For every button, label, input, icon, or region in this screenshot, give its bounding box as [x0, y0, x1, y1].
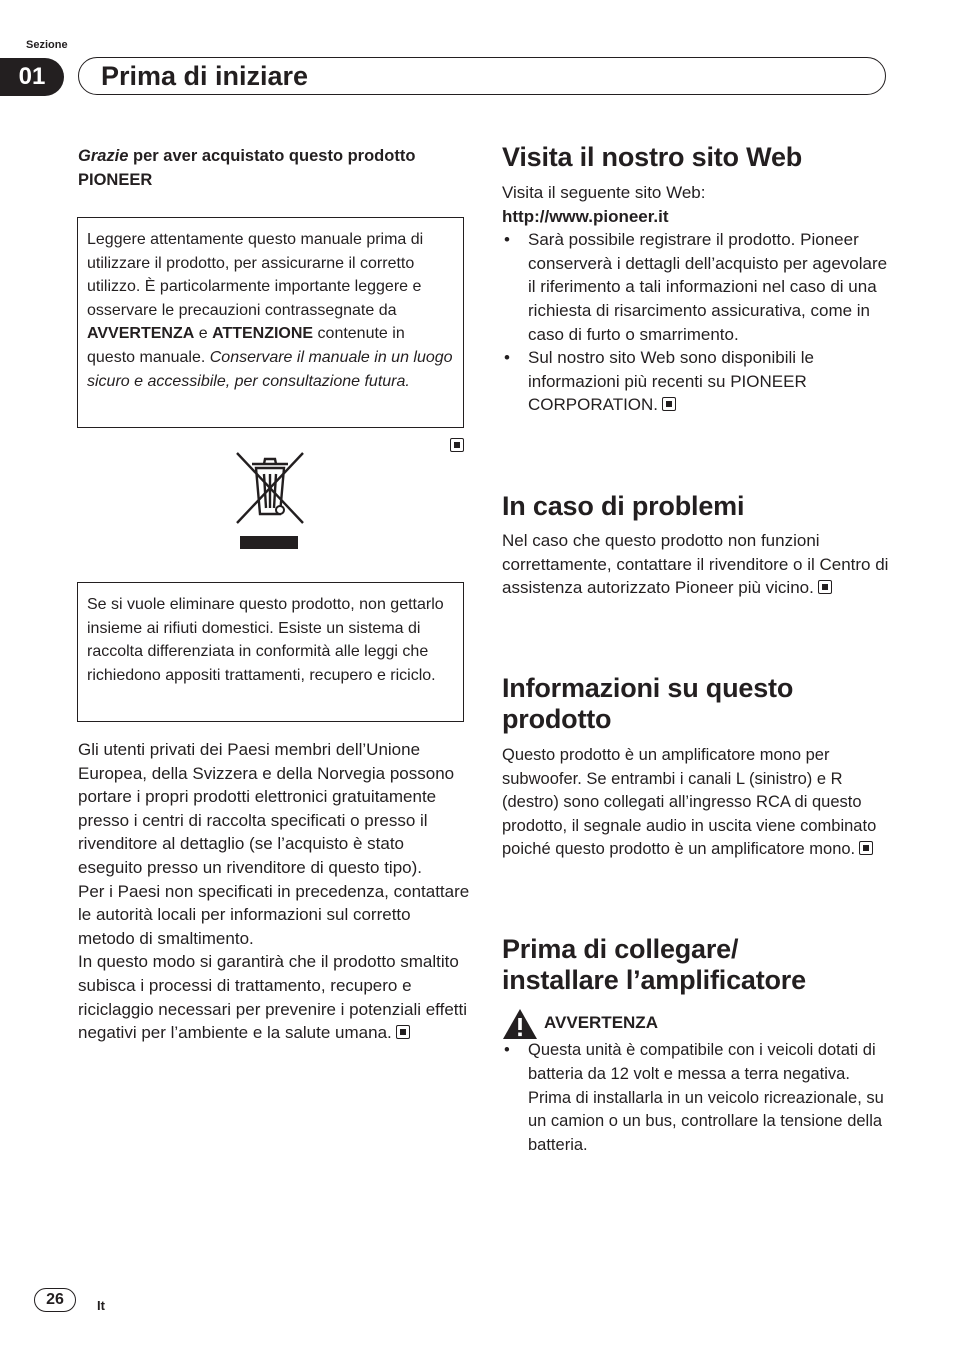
list-item: • Sarà possibile registrare il prodotto. Pioneer conserverà i dettagli dell’acquisto per agevolare il riferimento a tali informazioni nel caso di una richiesta di risarcimento assicurativa, come in caso di furto o smarrimento. [502, 228, 892, 346]
end-of-section-icon [396, 1025, 410, 1039]
website-bullets [502, 228, 892, 417]
warning-triangle-icon [502, 1008, 538, 1040]
disposal-info [78, 738, 470, 1045]
notice-text-3: contenute in questo manuale. [87, 325, 405, 366]
disposal-notice: Se si vuole eliminare questo prodotto, non gettarlo insieme ai rifiuti domestici. Esiste un sistema di raccolta differenziata in conformità alle leggi che richiedono appositi trattamenti, recupero e riciclo. [77, 582, 464, 722]
section-title: Prima di iniziare [101, 61, 309, 91]
read-manual-notice [77, 217, 464, 428]
list-item: • Questa unità è compatibile con i veicoli dotati di batteria da 12 volt e messa a terra negativa. Prima di installarla in un veicolo ricreazionale, su un camion o un bus, controllare la tensione della batteria. [502, 1039, 892, 1158]
heading-visit-website: Visita il nostro sito Web [502, 142, 803, 172]
end-of-section-icon [859, 841, 873, 855]
disposal-paragraph-3 [78, 950, 470, 1044]
website-url-link[interactable]: http://www.pioneer.it [502, 206, 669, 226]
disposal-paragraph-1: Gli utenti privati dei Paesi membri dell’Unione Europea, della Svizzera e della Norvegia possono portare i propri prodotti elettronici gratuitamente presso i centri di raccolta specificati o presso il rivenditore al dettaglio (se l’acquisto è stato eseguito presso un rivenditore di questo tipo). [78, 740, 455, 877]
warning-body [502, 1039, 892, 1158]
notice-warning-word: AVVERTENZA [87, 325, 195, 343]
end-of-section-icon [818, 580, 832, 594]
notice-text-1: Leggere attentamente questo manuale prima di utilizzare il prodotto, per assicurarne il corretto utilizzo. È particolarmente importante leggere e osservare le precauzioni contrassegnate da [87, 231, 424, 319]
end-of-section-icon [662, 397, 676, 411]
website-bullet-2-text: Sul nostro sito Web sono disponibili le informazioni più recenti su PIONEER CORPORATION. [528, 348, 815, 415]
website-section [502, 181, 892, 417]
website-intro: Visita il seguente sito Web: [502, 183, 706, 202]
list-item [502, 346, 892, 417]
product-info-body [502, 744, 892, 862]
section-label: Sezione [26, 39, 68, 51]
notice-caution-word: ATTENZIONE [212, 325, 314, 343]
crossed-bin-icon [234, 450, 306, 526]
disposal-paragraph-3-text: In questo modo si garantirà che il prodotto smaltito subisca i processi di trattamento, recupero e riciclaggio necessari per prevenire i potenziali effetti negativi per l’ambiente e la salute umana. [78, 952, 467, 1043]
thank-you-emphasis: Grazie [78, 147, 129, 165]
thank-you-text: per aver acquistato questo prodotto PIONEER [78, 147, 416, 189]
notice-text-2: e [194, 325, 213, 343]
heading-problems: In caso di problemi [502, 491, 745, 521]
notice-italic-text: Conservare il manuale in un luogo sicuro e accessibile, per consultazione futura. [87, 348, 453, 390]
heading-before-install: Prima di collegare/ installare l’amplificatore [502, 934, 806, 995]
warning-bullets [502, 1039, 892, 1158]
disposal-paragraph-2: Per i Paesi non specificati in precedenza, contattare le autorità locali per informazioni sul corretto metodo di smaltimento. [78, 881, 470, 948]
warning-heading [502, 1005, 892, 1041]
bin-underline-bar [240, 536, 298, 549]
problems-body [502, 529, 892, 600]
language-code: It [97, 1298, 105, 1313]
product-info-text: Questo prodotto è un amplificatore mono per subwoofer. Se entrambi i canali L (sinistro) e R (destro) sono collegati all’ingresso RCA di questo prodotto, il segnale audio in uscita viene combinato poiché questo prodotto è un amplificatore mono. [502, 746, 877, 859]
section-number: 01 [0, 58, 64, 96]
page-number: 26 [34, 1288, 76, 1312]
thank-you-note [78, 144, 470, 192]
problems-text: Nel caso che questo prodotto non funzioni correttamente, contattare il rivenditore o il Centro di assistenza autorizzato Pioneer più vicino. [502, 531, 889, 598]
warning-label: AVVERTENZA [544, 1013, 658, 1032]
end-of-section-icon [450, 438, 464, 452]
heading-product-info: Informazioni su questo prodotto [502, 673, 794, 734]
